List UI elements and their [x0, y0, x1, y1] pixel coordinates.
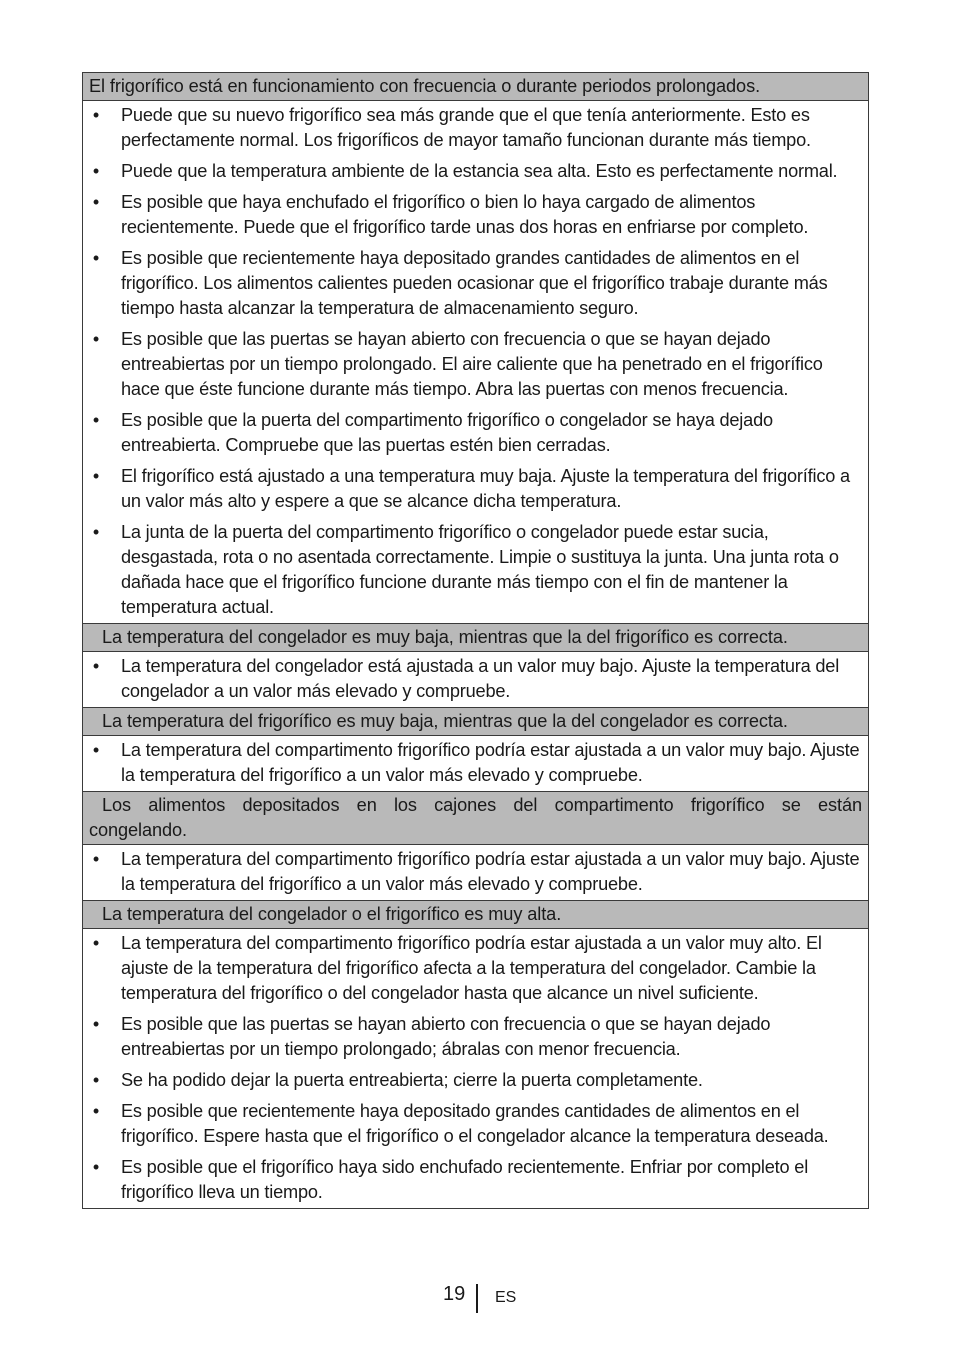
section-body — [83, 845, 868, 901]
page-number: 19 — [443, 1283, 466, 1305]
troubleshooting-table — [82, 72, 869, 1209]
list-item: • Puede que la temperatura ambiente de la estancia sea alta. Esto es perfectamente normal. — [83, 159, 868, 184]
bullet-icon: • — [92, 933, 100, 953]
list-item: • La junta de la puerta del compartimento frigorífico o congelador puede estar sucia, desgastada, rota o no asentada correctamente. Limpie o sustituya la junta. Una junta rota o dañada hace que el frigorífico funcione durante más tiempo con el fin de mantener la temperatura actual. — [83, 520, 868, 620]
list-item: • Es posible que haya enchufado el frigorífico o bien lo haya cargado de alimentos recientemente. Puede que el frigorífico tarde unas dos horas en enfriarse por completo. — [83, 190, 868, 240]
list-item: • El frigorífico está ajustado a una temperatura muy baja. Ajuste la temperatura del frigorífico a un valor más alto y espere a que se alcance dicha temperatura. — [83, 464, 868, 514]
list-item: • Es posible que las puertas se hayan abierto con frecuencia o que se hayan dejado entreabiertas por un tiempo prolongado. El aire caliente que ha penetrado en el frigorífico hace que éste funcione durante más tiempo. Abra las puertas con menos frecuencia. — [83, 327, 868, 402]
list-item: • La temperatura del compartimento frigorífico podría estar ajustada a un valor muy alto. El ajuste de la temperatura del frigorífico afecta a la temperatura del congelador. Cambie la temperatura del frigorífico o del congelador hasta que alcance un nivel suficiente. — [83, 931, 868, 1006]
section-header — [83, 792, 868, 845]
section-body — [83, 101, 868, 624]
list-item: • Es posible que recientemente haya depositado grandes cantidades de alimentos en el frigorífico. Espere hasta que el frigorífico o el congelador alcance la temperatura deseada. — [83, 1099, 868, 1149]
section-header: La temperatura del frigorífico es muy baja, mientras que la del congelador es correcta. — [83, 708, 868, 736]
list-item: • Es posible que recientemente haya depositado grandes cantidades de alimentos en el frigorífico. Los alimentos calientes pueden ocasionar que el frigorífico trabaje durante más tiempo hasta alcanzar la temperatura de almacenamiento seguro. — [83, 246, 868, 321]
bullet-icon: • — [92, 740, 100, 760]
bullet-icon: • — [92, 192, 100, 212]
bullet-icon: • — [92, 1014, 100, 1034]
bullet-icon: • — [92, 466, 100, 486]
section-header-line1: Los alimentos depositados en los cajones del compartimento frigorífico se están — [102, 795, 862, 815]
section-body — [83, 652, 868, 708]
section-header: La temperatura del congelador o el frigorífico es muy alta. — [83, 901, 868, 929]
bullet-icon: • — [92, 849, 100, 869]
bullet-icon: • — [92, 161, 100, 181]
list-item: • La temperatura del congelador está ajustada a un valor muy bajo. Ajuste la temperatura del congelador a un valor más elevado y compruebe. — [83, 654, 868, 704]
bullet-icon: • — [92, 1070, 100, 1090]
list-item: • Es posible que el frigorífico haya sido enchufado recientemente. Enfriar por completo el frigorífico lleva un tiempo. — [83, 1155, 868, 1205]
section-header: El frigorífico está en funcionamiento con frecuencia o durante periodos prolongados. — [83, 73, 868, 101]
list-item: • Puede que su nuevo frigorífico sea más grande que el que tenía anteriormente. Esto es perfectamente normal. Los frigoríficos de mayor tamaño funcionan durante más tiempo. — [83, 103, 868, 153]
bullet-icon: • — [92, 1157, 100, 1177]
bullet-icon: • — [92, 1101, 100, 1121]
list-item: • La temperatura del compartimento frigorífico podría estar ajustada a un valor muy bajo. Ajuste la temperatura del frigorífico a un valor más elevado y compruebe. — [83, 738, 868, 788]
list-item: • Es posible que las puertas se hayan abierto con frecuencia o que se hayan dejado entreabiertas por un tiempo prolongado; ábralas con menor frecuencia. — [83, 1012, 868, 1062]
list-item: • Es posible que la puerta del compartimento frigorífico o congelador se haya dejado entreabierta. Compruebe que las puertas estén bien cerradas. — [83, 408, 868, 458]
bullet-icon: • — [92, 329, 100, 349]
section-header: La temperatura del congelador es muy baja, mientras que la del frigorífico es correcta. — [83, 624, 868, 652]
section-header-line2: congelando. — [89, 820, 188, 840]
bullet-icon: • — [92, 410, 100, 430]
bullet-icon: • — [92, 656, 100, 676]
list-item: • La temperatura del compartimento frigorífico podría estar ajustada a un valor muy bajo. Ajuste la temperatura del frigorífico a un valor más elevado y compruebe. — [83, 847, 868, 897]
language-code: ES — [495, 1289, 517, 1306]
bullet-icon: • — [92, 248, 100, 268]
footer-divider — [476, 1284, 478, 1313]
section-body — [83, 736, 868, 792]
list-item: • Se ha podido dejar la puerta entreabierta; cierre la puerta completamente. — [83, 1068, 868, 1093]
bullet-icon: • — [92, 522, 100, 542]
bullet-icon: • — [92, 105, 100, 125]
page-footer — [0, 1282, 954, 1316]
section-body — [83, 929, 868, 1208]
